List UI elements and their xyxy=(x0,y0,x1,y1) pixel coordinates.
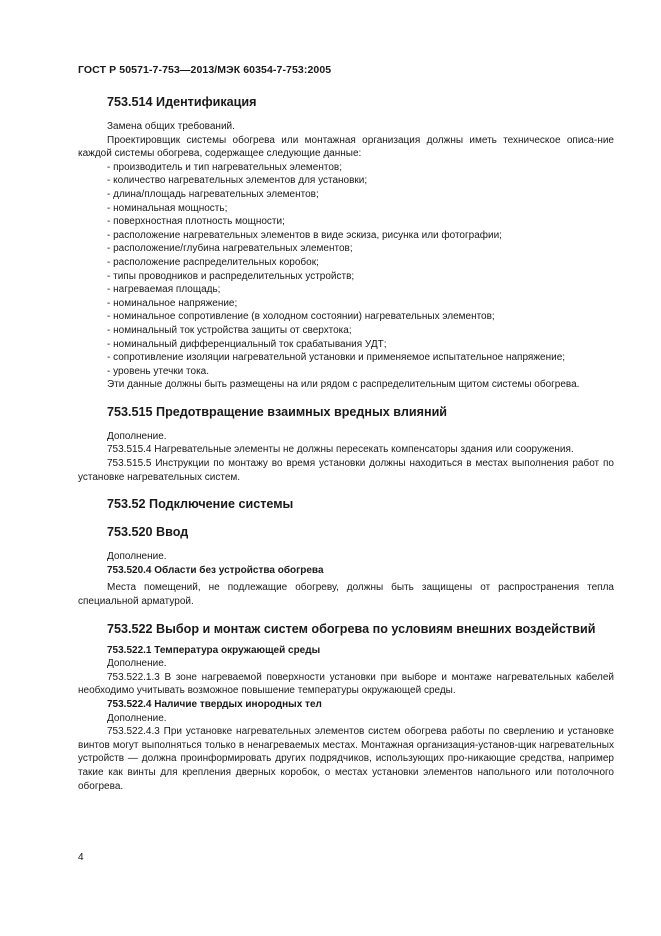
list-item: - расположение нагревательных элементов в виде эскиза, рисунка или фотографии; xyxy=(107,229,502,241)
paragraph: Замена общих требований. xyxy=(107,121,235,132)
paragraph: 753.515.4 Нагревательные элементы не должны пересекать компенсаторы здания или сооружения. xyxy=(107,444,574,456)
paragraph: 753.515.5 Инструкции по монтажу во время установки должны находиться в местах выполнения работ по установке нагревательных систем. xyxy=(78,458,614,483)
section-heading-753-522: 753.522 Выбор и монтаж систем обогрева по условиям внешних воздействий xyxy=(107,621,596,636)
list-item: - количество нагревательных элементов для установки; xyxy=(107,175,368,187)
page-number: 4 xyxy=(78,852,84,863)
list-item: - сопротивление изоляции нагревательной установки и применяемое испытательное напряжение; xyxy=(107,352,566,364)
list-item: - производитель и тип нагревательных элементов; xyxy=(107,161,343,173)
document-body xyxy=(78,94,614,793)
section-heading-753-52: 753.52 Подключение системы xyxy=(107,497,294,512)
paragraph: Дополнение. xyxy=(107,712,167,724)
paragraph: 753.522.4.3 При установке нагревательных элементов систем обогрева работы по сверлению и установке винтов могут выполняться только в ненагреваемых местах. Монтажная организация-установ-щик нагревательных устройств — должна проинформировать других подрядчиков, использующих про-никающие средства, например такие как винты для крепления дверных коробок, о местах установки элементов напольного или потолочного обогрева. xyxy=(78,726,614,792)
list-item: - номинальное сопротивление (в холодном состоянии) нагревательных элементов; xyxy=(107,311,495,323)
paragraph: Дополнение. xyxy=(107,551,167,563)
subsection-heading-753-520-4: 753.520.4 Области без устройства обогрева xyxy=(107,564,324,576)
document-header: ГОСТ Р 50571-7-753—2013/МЭК 60354-7-753:2005 xyxy=(78,64,332,76)
section-heading-753-515: 753.515 Предотвращение взаимных вредных влияний xyxy=(107,404,448,419)
identification-data-list xyxy=(78,161,614,379)
paragraph: Проектировщик системы обогрева или монтажная организация должны иметь техническое описа-ние каждой системы обогрева, содержащее следующие данные: xyxy=(78,134,614,160)
paragraph: Дополнение. xyxy=(107,658,167,670)
subsection-heading-753-522-4: 753.522.4 Наличие твердых инородных тел xyxy=(107,699,322,710)
list-item: - расположение/глубина нагревательных элементов; xyxy=(107,243,353,255)
section-heading-753-520: 753.520 Ввод xyxy=(107,525,189,540)
list-item: - номинальное напряжение; xyxy=(107,297,238,309)
list-item: - номинальный ток устройства защиты от сверхтока; xyxy=(107,324,352,336)
list-item: - уровень утечки тока. xyxy=(107,365,210,377)
paragraph: Дополнение. xyxy=(107,430,167,442)
list-item: - расположение распределительных коробок; xyxy=(107,256,319,268)
list-item: - типы проводников и распределительных устройств; xyxy=(107,270,355,282)
list-item: - нагреваемая площадь; xyxy=(107,284,221,296)
list-item: - номинальная мощность; xyxy=(107,202,228,214)
list-item: - номинальный дифференциальный ток срабатывания УДТ; xyxy=(107,338,387,350)
list-item: - поверхностная плотность мощности; xyxy=(107,216,285,228)
section-heading-753-514: 753.514 Идентификация xyxy=(107,95,257,109)
list-item: - длина/площадь нагревательных элементов; xyxy=(107,188,319,200)
subsection-heading-753-522-1: 753.522.1 Температура окружающей среды xyxy=(107,644,321,656)
paragraph: Эти данные должны быть размещены на или рядом с распределительным щитом системы обогрева. xyxy=(107,379,580,391)
paragraph: 753.522.1.3 В зоне нагреваемой поверхности установки при выборе и монтаже нагревательных кабелей необходимо учитывать возможное повышение температуры окружающей среды. xyxy=(78,671,614,697)
paragraph: Места помещений, не подлежащие обогреву, должны быть защищены от распространения тепла специальной арматурой. xyxy=(78,582,614,608)
